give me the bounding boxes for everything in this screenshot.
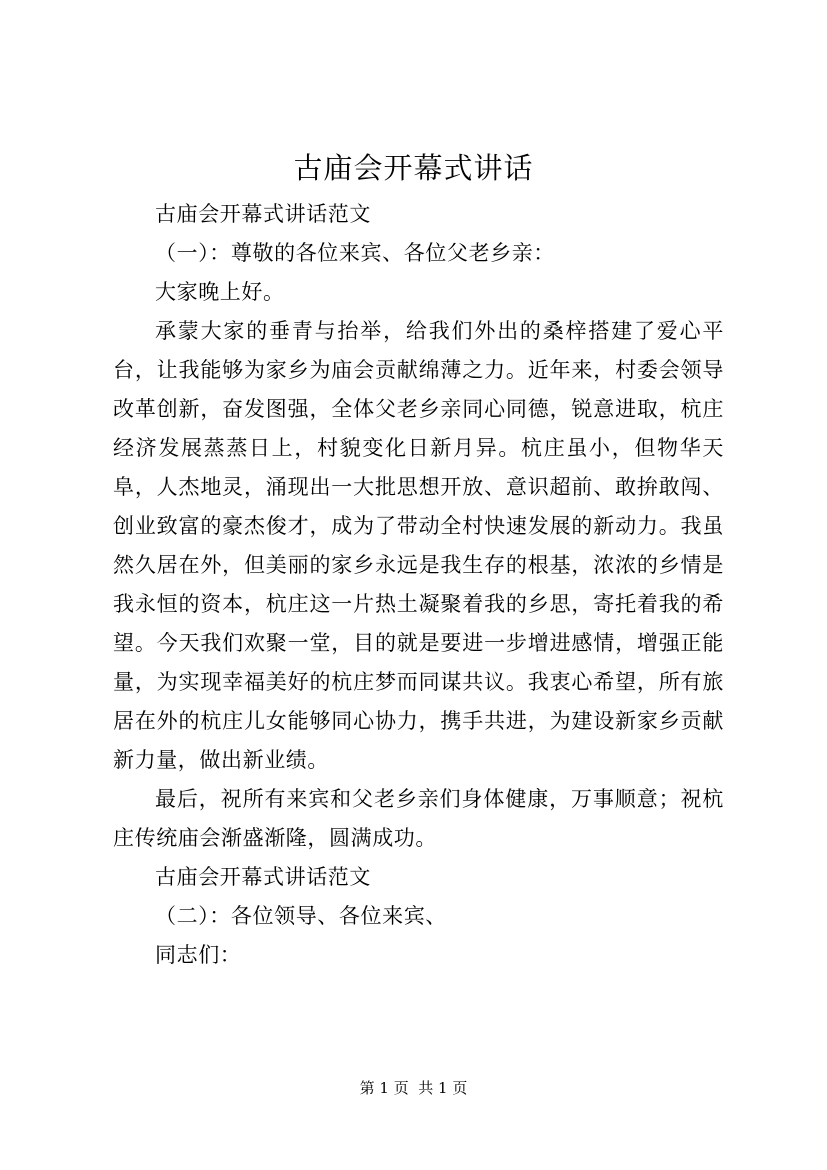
paragraph-salutation-2: （二）：各位领导、各位来宾、 [155, 904, 447, 928]
paragraph-heading-1: 古庙会开幕式讲话范文 [155, 202, 371, 226]
document-body [113, 195, 724, 975]
paragraph-main: 承蒙大家的垂青与抬举，给我们外出的桑梓搭建了爱心平台，让我能够为家乡为庙会贡献绵薄之力。近年来，村委会领导改革创新，奋发图强，全体父老乡亲同心同德，锐意进取，杭庄经济发展蒸蒸日上，村貌变化日新月异。杭庄虽小，但物华天阜，人杰地灵，涌现出一大批思想开放、意识超前、敢拚敢闯、创业致富的豪杰俊才，成为了带动全村快速发展的新动力。我虽然久居在外，但美丽的家乡永远是我生存的根基，浓浓的乡情是我永恒的资本，杭庄这一片热土凝聚着我的乡思，寄托着我的希望。今天我们欢聚一堂，目的就是要进一步增进感情，增强正能量，为实现幸福美好的杭庄梦而同谋共议。我衷心希望，所有旅居在外的杭庄儿女能够同心协力，携手共进，为建设新家乡贡献新力量，做出新业绩。 [113, 319, 724, 772]
document-title: 古庙会开幕式讲话 [293, 151, 534, 185]
paragraph-salutation-1: （一）：尊敬的各位来宾、各位父老乡亲： [155, 241, 555, 265]
paragraph-greeting: 大家晚上好。 [155, 280, 285, 304]
paragraph-heading-2: 古庙会开幕式讲话范文 [155, 865, 371, 889]
paragraph-closing: 最后，祝所有来宾和父老乡亲们身体健康，万事顺意；祝杭庄传统庙会渐盛渐隆，圆满成功。 [113, 787, 724, 850]
page-number-footer [0, 1078, 827, 1098]
paragraph-comrades: 同志们： [155, 943, 242, 967]
page-number-label: 第 1 页 共 1 页 [359, 1079, 468, 1097]
